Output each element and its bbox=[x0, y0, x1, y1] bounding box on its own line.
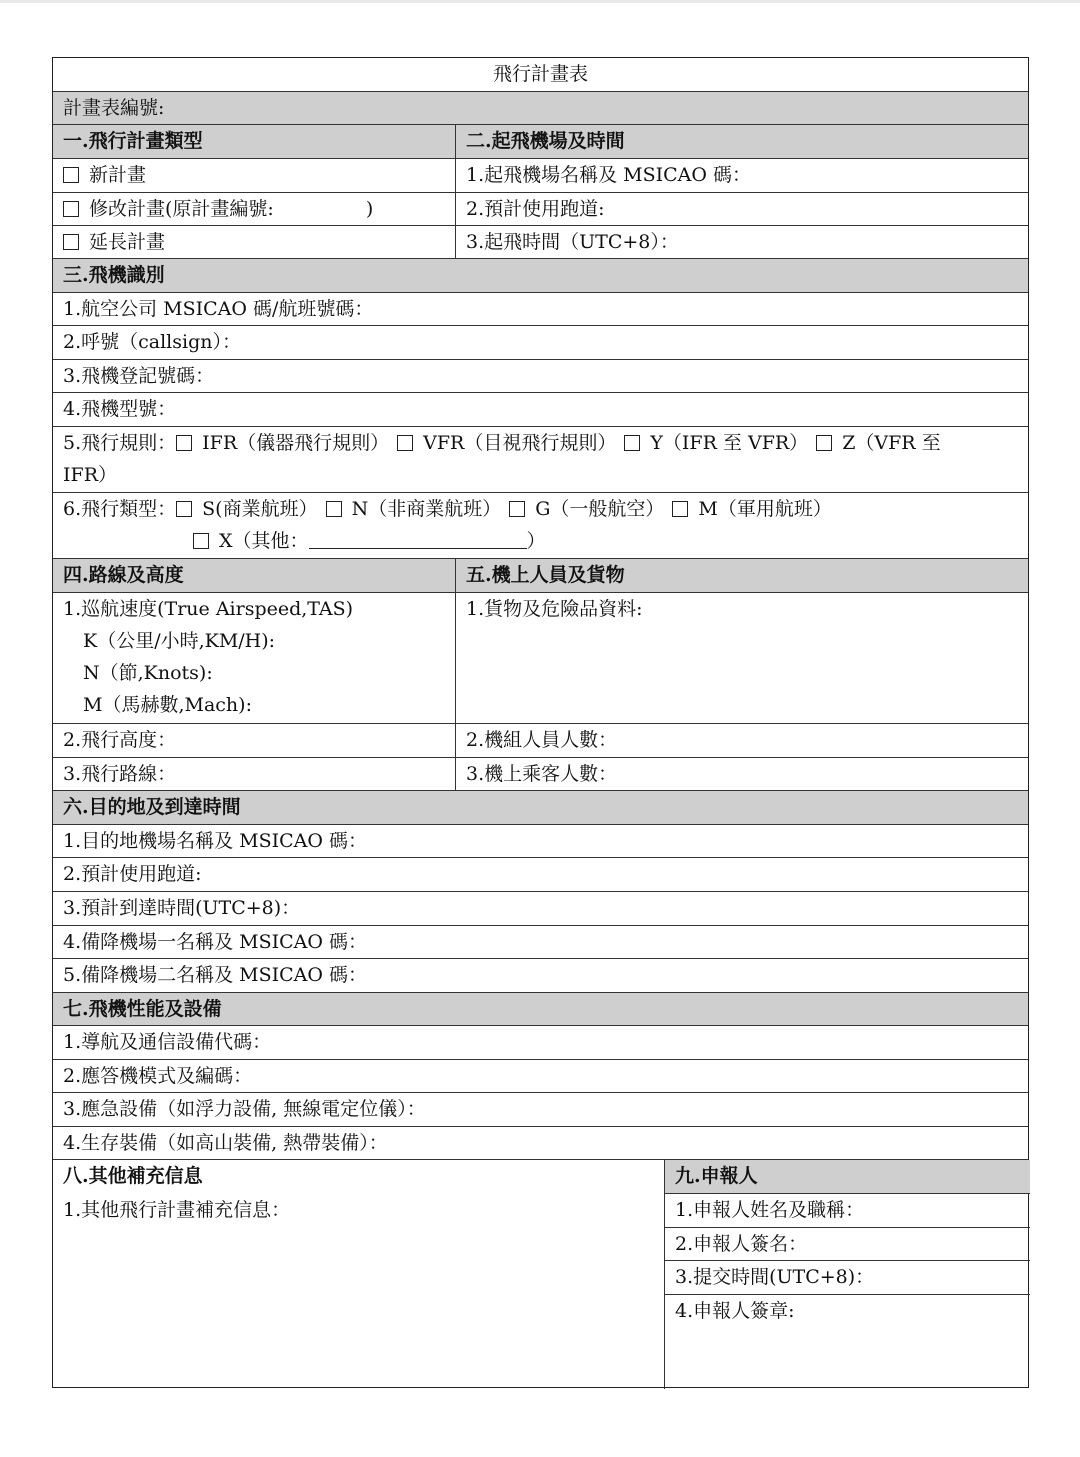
section-1-2-row-2 bbox=[53, 192, 1028, 225]
option-g[interactable]: G（一般航空） bbox=[535, 498, 665, 520]
checkbox-z[interactable] bbox=[816, 435, 832, 451]
section-1-2-heading-row bbox=[53, 124, 1028, 158]
cruise-speed-field[interactable]: 1.巡航速度(True Airspeed,TAS) K（公里/小時,KM/H): N（節,Knots): M（馬赫數,Mach): bbox=[53, 593, 455, 723]
flight-type-field: 6.飛行類型： S(商業航班） N（非商業航班） G（一般航空） M（軍用航班） X（其他： ） bbox=[63, 498, 832, 552]
checkbox-x[interactable] bbox=[193, 533, 209, 549]
option-modify-plan[interactable]: 修改計畫(原計畫編號: ) bbox=[53, 193, 455, 225]
section-7-row-3 bbox=[53, 1092, 1028, 1126]
aircraft-type-field[interactable]: 4.飛機型號： bbox=[63, 398, 177, 420]
section-1-2-row-3 bbox=[53, 225, 1028, 258]
section-6-heading-row bbox=[53, 790, 1028, 824]
checkbox-m[interactable] bbox=[672, 501, 688, 517]
section-1-2-row-1 bbox=[53, 158, 1028, 192]
section-6-row-2 bbox=[53, 857, 1028, 891]
section-6-heading: 六.目的地及到達時間 bbox=[63, 796, 241, 818]
speed-cargo-row bbox=[53, 592, 1028, 723]
section-7-row-2 bbox=[53, 1059, 1028, 1092]
option-vfr[interactable]: VFR（目視飛行規則） bbox=[423, 432, 617, 454]
departure-runway-field[interactable]: 2.預計使用跑道: bbox=[455, 193, 1030, 225]
declarant-signature-field[interactable]: 2.申報人簽名： bbox=[665, 1228, 1030, 1261]
flight-type-row bbox=[53, 492, 1028, 558]
airline-code-field[interactable]: 1.航空公司 MSICAO 碼/航班號碼： bbox=[63, 298, 374, 320]
survival-equipment-field[interactable]: 4.生存裝備（如高山裝備, 熱帶裝備）： bbox=[63, 1132, 388, 1154]
option-z[interactable]: Z（VFR 至 bbox=[842, 432, 941, 454]
checkbox-new-plan[interactable] bbox=[63, 167, 79, 183]
registration-field[interactable]: 3.飛機登記號碼： bbox=[63, 365, 215, 387]
checkbox-s[interactable] bbox=[176, 501, 192, 517]
flight-rules-wrap-text: IFR） bbox=[63, 464, 117, 486]
section-2-heading: 二.起飛機場及時間 bbox=[455, 125, 1030, 158]
transponder-field[interactable]: 2.應答機模式及編碼： bbox=[63, 1065, 253, 1087]
other-type-blank[interactable] bbox=[309, 526, 527, 549]
departure-airport-field[interactable]: 1.起飛機場名稱及 MSICAO 碼： bbox=[455, 159, 1030, 192]
option-new-plan[interactable]: 新計畫 bbox=[53, 159, 455, 192]
section-4-heading: 四.路線及高度 bbox=[63, 564, 184, 586]
speed-kmh-field[interactable]: K（公里/小時,KM/H): bbox=[83, 630, 276, 652]
departure-time-field[interactable]: 3.起飛時間（UTC+8）： bbox=[455, 226, 1030, 258]
option-y[interactable]: Y（IFR 至 VFR） bbox=[650, 432, 809, 454]
section-6-row-5 bbox=[53, 958, 1028, 992]
section-7-heading: 七.飛機性能及設備 bbox=[63, 998, 222, 1020]
flight-rules-field bbox=[53, 427, 1028, 492]
cargo-field[interactable]: 1.貨物及危險品資料: bbox=[455, 593, 1030, 723]
section-6-row-1 bbox=[53, 824, 1028, 857]
option-ifr[interactable]: IFR（儀器飛行規則） bbox=[202, 432, 390, 454]
section-8-column bbox=[53, 1160, 664, 1389]
flight-type-label: 6.飛行類型： bbox=[63, 498, 177, 520]
destination-airport-field[interactable]: 1.目的地機場名稱及 MSICAO 碼： bbox=[63, 830, 368, 852]
alternate-airport-2-field[interactable]: 5.備降機場二名稱及 MSICAO 碼： bbox=[63, 964, 368, 986]
section-7-row-4 bbox=[53, 1126, 1028, 1159]
checkbox-n[interactable] bbox=[326, 501, 342, 517]
flight-plan-form bbox=[52, 57, 1029, 1388]
section-4-5-heading-row bbox=[53, 558, 1028, 592]
arrival-time-field[interactable]: 3.預計到達時間(UTC+8)： bbox=[63, 897, 301, 919]
submission-time-field[interactable]: 3.提交時間(UTC+8)： bbox=[665, 1261, 1030, 1295]
checkbox-vfr[interactable] bbox=[397, 435, 413, 451]
nav-comm-equipment-field[interactable]: 1.導航及通信設備代碼： bbox=[63, 1031, 272, 1053]
option-extend-plan[interactable]: 延長計畫 bbox=[53, 226, 455, 258]
route-passengers-row bbox=[53, 757, 1028, 790]
checkbox-extend-plan[interactable] bbox=[63, 234, 79, 250]
option-s[interactable]: S(商業航班） bbox=[202, 498, 318, 520]
section-3-heading-row bbox=[53, 258, 1028, 292]
checkbox-ifr[interactable] bbox=[176, 435, 192, 451]
flight-rules-row bbox=[53, 426, 1028, 492]
section-7-heading-row bbox=[53, 992, 1028, 1025]
checkbox-g[interactable] bbox=[509, 501, 525, 517]
section-8-9-block bbox=[53, 1159, 1028, 1389]
title-row bbox=[53, 58, 1028, 91]
arrival-runway-field[interactable]: 2.預計使用跑道: bbox=[63, 863, 202, 885]
speed-mach-field[interactable]: M（馬赫數,Mach): bbox=[83, 694, 252, 716]
altitude-field[interactable]: 2.飛行高度： bbox=[63, 729, 177, 751]
section-1-heading: 一.飛行計畫類型 bbox=[63, 130, 203, 152]
section-9-heading: 九.申報人 bbox=[665, 1160, 1030, 1194]
top-status-strip bbox=[0, 0, 1080, 3]
supplementary-info-field[interactable]: 1.其他飛行計畫補充信息： bbox=[63, 1199, 291, 1221]
declarant-name-field[interactable]: 1.申報人姓名及職稱： bbox=[665, 1194, 1030, 1228]
callsign-field[interactable]: 2.呼號（callsign）： bbox=[63, 331, 241, 353]
section-7-row-1 bbox=[53, 1025, 1028, 1059]
section-3-row-3 bbox=[53, 359, 1028, 392]
form-number-field[interactable]: 計畫表編號: bbox=[63, 97, 165, 119]
section-3-row-4 bbox=[53, 392, 1028, 426]
speed-knots-field[interactable]: N（節,Knots): bbox=[83, 662, 213, 684]
alternate-airport-1-field[interactable]: 4.備降機場一名稱及 MSICAO 碼： bbox=[63, 931, 368, 953]
flight-rules-label: 5.飛行規則： bbox=[63, 432, 177, 454]
passenger-count-field[interactable]: 3.機上乘客人數： bbox=[455, 758, 1030, 790]
section-6-row-3 bbox=[53, 891, 1028, 925]
route-field[interactable]: 3.飛行路線： bbox=[63, 763, 177, 785]
option-x[interactable]: X（其他： bbox=[219, 530, 309, 552]
option-m[interactable]: M（軍用航班） bbox=[698, 498, 832, 520]
declarant-stamp-field[interactable]: 4.申報人簽章: bbox=[675, 1300, 795, 1322]
section-9-column bbox=[664, 1160, 1030, 1389]
checkbox-modify-plan[interactable] bbox=[63, 201, 79, 217]
form-title: 飛行計畫表 bbox=[492, 63, 588, 85]
section-8-heading: 八.其他補充信息 bbox=[63, 1165, 203, 1187]
section-5-heading: 五.機上人員及貨物 bbox=[455, 559, 1030, 592]
form-number-row bbox=[53, 91, 1028, 124]
checkbox-y[interactable] bbox=[624, 435, 640, 451]
section-3-row-1 bbox=[53, 292, 1028, 325]
crew-count-field[interactable]: 2.機組人員人數： bbox=[455, 724, 1030, 757]
section-6-row-4 bbox=[53, 925, 1028, 958]
emergency-equipment-field[interactable]: 3.應急設備（如浮力設備, 無線電定位儀）： bbox=[63, 1098, 426, 1120]
option-n[interactable]: N（非商業航班） bbox=[351, 498, 502, 520]
section-3-heading: 三.飛機識別 bbox=[63, 264, 165, 286]
altitude-crew-row bbox=[53, 723, 1028, 757]
section-3-row-2 bbox=[53, 325, 1028, 359]
